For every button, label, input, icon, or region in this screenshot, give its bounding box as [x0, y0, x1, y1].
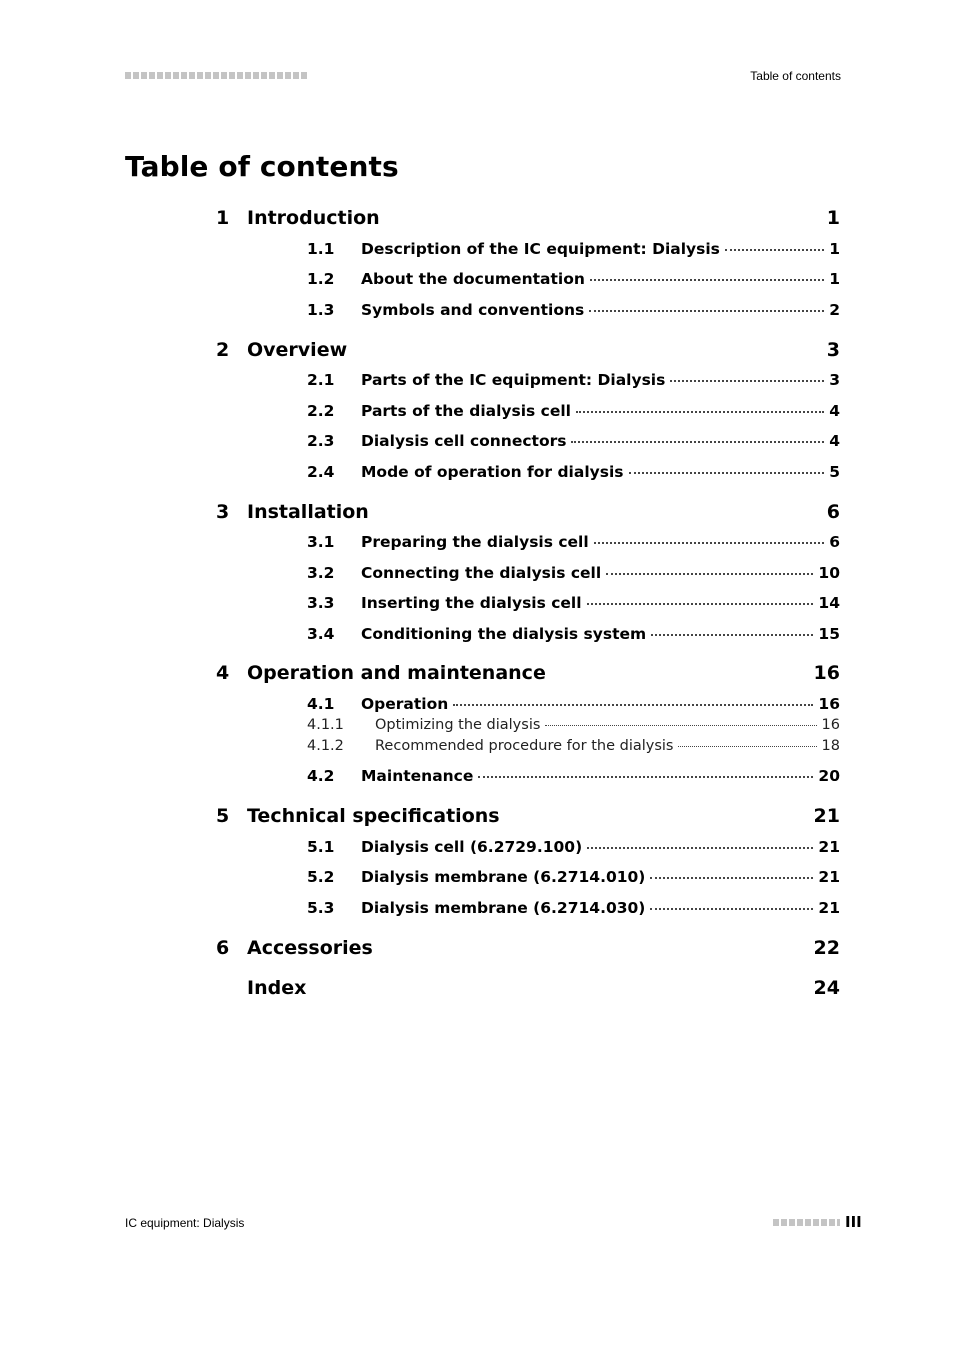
- section-title: Conditioning the dialysis system: [361, 625, 647, 643]
- section-page: 14: [818, 594, 840, 612]
- chapter-title: Installation: [247, 501, 369, 523]
- dot-leader: [650, 908, 813, 910]
- chapter-number: 3: [216, 501, 230, 523]
- toc-section-1-1[interactable]: [0, 240, 954, 260]
- toc-chapter-4[interactable]: [0, 662, 954, 686]
- section-page: 16: [818, 695, 840, 713]
- chapter-title: Introduction: [247, 207, 380, 229]
- toc-section-3-4[interactable]: [0, 625, 954, 645]
- subsection-page: 16: [821, 717, 840, 733]
- section-title: Dialysis cell (6.2729.100): [361, 838, 583, 856]
- section-title: Symbols and conventions: [361, 301, 585, 319]
- page-title: Table of contents: [125, 150, 399, 183]
- section-page: 10: [818, 564, 840, 582]
- section-number: 4.1: [307, 695, 335, 713]
- section-number: 2.3: [307, 432, 335, 450]
- toc-chapter-5[interactable]: [0, 805, 954, 829]
- section-title: Maintenance: [361, 767, 474, 785]
- chapter-title: Overview: [247, 339, 348, 361]
- chapter-title: Index: [247, 977, 307, 999]
- dot-leader: [629, 472, 825, 474]
- section-number: 3.2: [307, 564, 335, 582]
- running-header-title: Table of contents: [750, 69, 841, 83]
- toc-section-5-2[interactable]: [0, 868, 954, 888]
- dot-leader: [678, 746, 816, 747]
- dot-leader: [589, 310, 824, 312]
- section-page: 4: [829, 402, 840, 420]
- dot-leader: [587, 603, 814, 605]
- section-number: 5.1: [307, 838, 335, 856]
- chapter-number: 1: [216, 207, 230, 229]
- section-number: 4.2: [307, 767, 335, 785]
- dot-leader: [576, 411, 824, 413]
- toc-section-5-1[interactable]: [0, 838, 954, 858]
- section-title: Mode of operation for dialysis: [361, 463, 624, 481]
- section-page: 5: [829, 463, 840, 481]
- section-page: 6: [829, 533, 840, 551]
- toc-chapter-6[interactable]: [0, 937, 954, 961]
- section-number: 1.2: [307, 270, 335, 288]
- toc-chapter-3[interactable]: [0, 501, 954, 525]
- section-number: 1.1: [307, 240, 335, 258]
- toc-section-1-2[interactable]: [0, 270, 954, 290]
- toc-section-5-3[interactable]: [0, 899, 954, 919]
- section-page: 3: [829, 371, 840, 389]
- section-title: Parts of the dialysis cell: [361, 402, 571, 420]
- section-title: Dialysis membrane (6.2714.010): [361, 868, 646, 886]
- section-title: Connecting the dialysis cell: [361, 564, 602, 582]
- section-title: Preparing the dialysis cell: [361, 533, 589, 551]
- section-number: 2.4: [307, 463, 335, 481]
- chapter-page: 1: [826, 207, 840, 229]
- subsection-number: 4.1.1: [307, 717, 344, 733]
- toc-chapter-1[interactable]: [0, 207, 954, 231]
- dot-leader: [587, 847, 813, 849]
- section-number: 2.2: [307, 402, 335, 420]
- chapter-page: 3: [826, 339, 840, 361]
- toc-section-3-3[interactable]: [0, 594, 954, 614]
- section-title: Description of the IC equipment: Dialysis: [361, 240, 720, 258]
- chapter-page: 24: [813, 977, 840, 999]
- dot-leader: [545, 725, 816, 726]
- section-number: 1.3: [307, 301, 335, 319]
- chapter-number: 6: [216, 937, 230, 959]
- section-page: 4: [829, 432, 840, 450]
- dot-leader: [725, 249, 824, 251]
- section-page: 21: [818, 899, 840, 917]
- footer-decoration: [773, 1219, 840, 1226]
- section-title: About the documentation: [361, 270, 585, 288]
- section-title: Dialysis cell connectors: [361, 432, 567, 450]
- toc-section-2-1[interactable]: [0, 371, 954, 391]
- toc-section-3-2[interactable]: [0, 564, 954, 584]
- section-page: 2: [829, 301, 840, 319]
- footer-document-title: IC equipment: Dialysis: [125, 1216, 245, 1230]
- toc-section-2-4[interactable]: [0, 463, 954, 483]
- section-page: 1: [829, 270, 840, 288]
- section-number: 3.4: [307, 625, 335, 643]
- section-title: Parts of the IC equipment: Dialysis: [361, 371, 666, 389]
- chapter-page: 6: [826, 501, 840, 523]
- footer-page-number: III: [845, 1213, 862, 1231]
- section-page: 15: [818, 625, 840, 643]
- section-number: 5.2: [307, 868, 335, 886]
- section-page: 20: [818, 767, 840, 785]
- toc-section-4-2[interactable]: [0, 767, 954, 787]
- dot-leader: [606, 573, 813, 575]
- chapter-page: 21: [813, 805, 840, 827]
- toc-section-2-2[interactable]: [0, 402, 954, 422]
- section-number: 3.3: [307, 594, 335, 612]
- subsection-title: Recommended procedure for the dialysis: [375, 738, 674, 754]
- section-page: 21: [818, 838, 840, 856]
- toc-index[interactable]: [0, 977, 954, 1001]
- chapter-number: 5: [216, 805, 230, 827]
- toc-section-2-3[interactable]: [0, 432, 954, 452]
- toc-section-4-1[interactable]: [0, 695, 954, 715]
- dot-leader: [478, 776, 813, 778]
- dot-leader: [590, 279, 824, 281]
- chapter-number: 2: [216, 339, 230, 361]
- subsection-page: 18: [821, 738, 840, 754]
- toc-subsection-4-1-1[interactable]: [0, 717, 954, 735]
- chapter-number: 4: [216, 662, 230, 684]
- toc-section-3-1[interactable]: [0, 533, 954, 553]
- section-number: 2.1: [307, 371, 335, 389]
- subsection-title: Optimizing the dialysis: [375, 717, 541, 733]
- section-page: 1: [829, 240, 840, 258]
- section-page: 21: [818, 868, 840, 886]
- dot-leader: [670, 380, 824, 382]
- toc-subsection-4-1-2[interactable]: [0, 738, 954, 756]
- dot-leader: [571, 441, 824, 443]
- dot-leader: [594, 542, 825, 544]
- chapter-title: Operation and maintenance: [247, 662, 546, 684]
- section-number: 3.1: [307, 533, 335, 551]
- subsection-number: 4.1.2: [307, 738, 344, 754]
- chapter-title: Technical specifications: [247, 805, 500, 827]
- toc-section-1-3[interactable]: [0, 301, 954, 321]
- toc-chapter-2[interactable]: [0, 339, 954, 363]
- section-number: 5.3: [307, 899, 335, 917]
- chapter-page: 22: [813, 937, 840, 959]
- dot-leader: [650, 877, 813, 879]
- section-title: Inserting the dialysis cell: [361, 594, 582, 612]
- dot-leader: [453, 704, 813, 706]
- section-title: Dialysis membrane (6.2714.030): [361, 899, 646, 917]
- chapter-title: Accessories: [247, 937, 373, 959]
- chapter-page: 16: [813, 662, 840, 684]
- section-title: Operation: [361, 695, 449, 713]
- dot-leader: [651, 634, 813, 636]
